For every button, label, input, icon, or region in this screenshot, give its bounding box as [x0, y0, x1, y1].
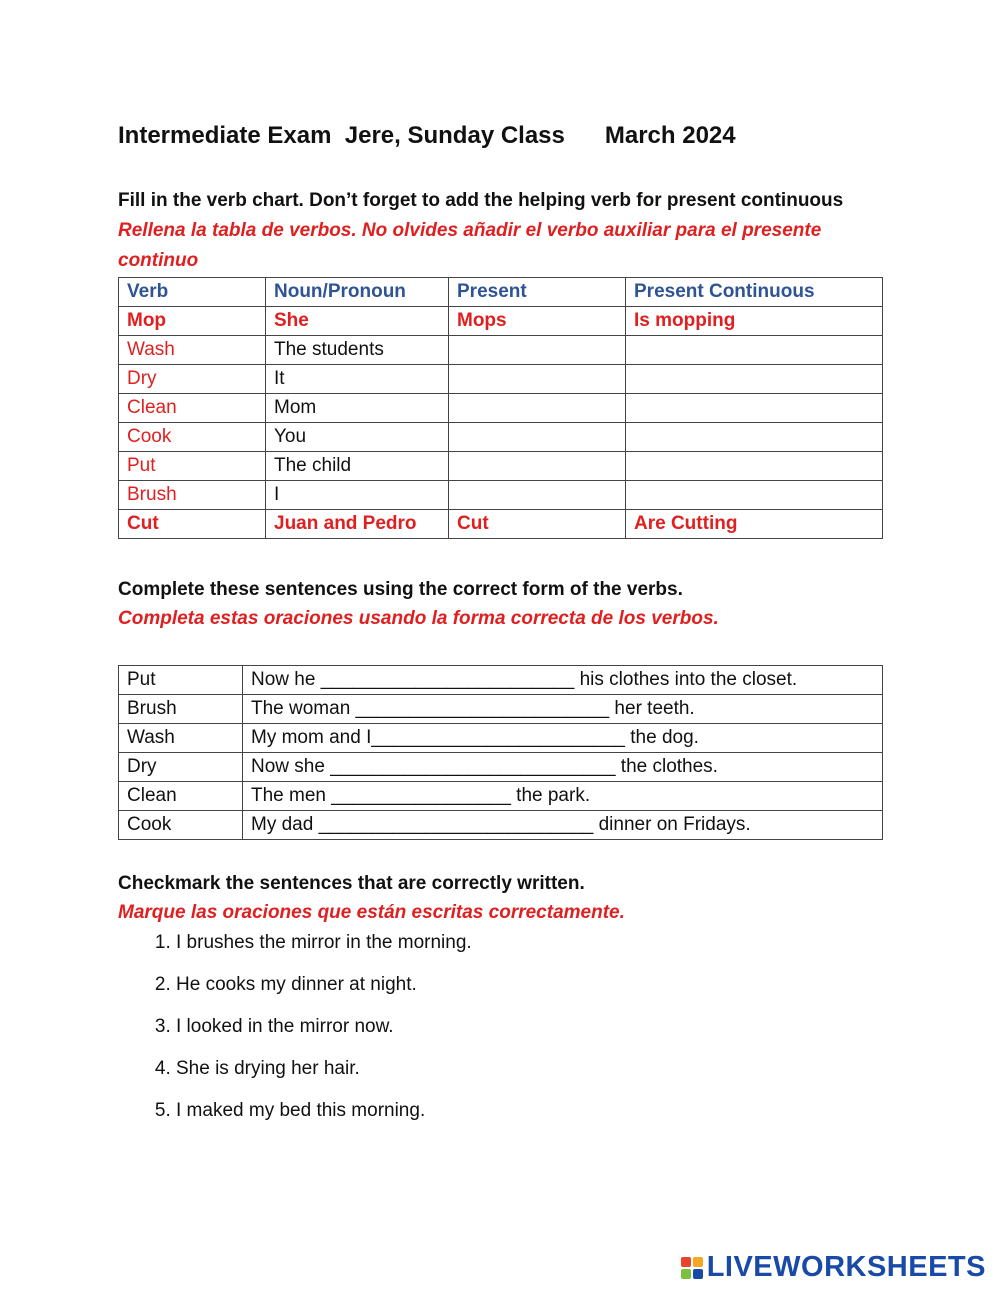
checkmark-item[interactable]: 3. I looked in the mirror now. [176, 1012, 472, 1054]
checkmark-item[interactable]: 1. I brushes the mirror in the morning. [176, 928, 472, 970]
verb-chart-row [119, 336, 883, 365]
section2-instruction-en: Complete these sentences using the correct form of the verbs. [118, 579, 683, 600]
present-cell: Mops [449, 307, 626, 336]
logo-square [681, 1269, 691, 1279]
sentence-row [119, 666, 883, 695]
verb-cell: Wash [119, 336, 266, 365]
logo-mark-icon [681, 1257, 703, 1279]
noun-cell: She [266, 307, 449, 336]
verb-chart-row [119, 481, 883, 510]
verb-chart-row [119, 307, 883, 336]
continuous-answer-field[interactable] [626, 394, 883, 423]
sentence-verb-cell: Clean [119, 782, 243, 811]
checkmark-item[interactable]: 2. He cooks my dinner at night. [176, 970, 472, 1012]
noun-cell: You [266, 423, 449, 452]
verb-chart-table [118, 277, 883, 539]
sentence-row [119, 724, 883, 753]
continuous-cell: Are Cutting [626, 510, 883, 539]
sentence-verb-cell: Dry [119, 753, 243, 782]
logo-square [681, 1257, 691, 1267]
present-answer-field[interactable] [449, 423, 626, 452]
section3-instruction-es: Marque las oraciones que están escritas correctamente. [118, 902, 625, 923]
noun-cell: The child [266, 452, 449, 481]
verb-chart-row [119, 394, 883, 423]
continuous-answer-field[interactable] [626, 452, 883, 481]
verb-chart-header-row [119, 278, 883, 307]
continuous-answer-field[interactable] [626, 365, 883, 394]
verb-cell: Dry [119, 365, 266, 394]
verb-chart-row [119, 510, 883, 539]
header-verb: Verb [119, 278, 266, 307]
verb-chart-row [119, 365, 883, 394]
sentence-cell[interactable]: My mom and I________________________ the dog. [243, 724, 883, 753]
verb-cell: Mop [119, 307, 266, 336]
noun-cell: Mom [266, 394, 449, 423]
logo-square [693, 1269, 703, 1279]
present-cell: Cut [449, 510, 626, 539]
verb-chart-row [119, 452, 883, 481]
section1-instruction-es: Rellena la tabla de verbos. No olvides añadir el verbo auxiliar para el presente continuo [118, 220, 822, 271]
noun-cell: It [266, 365, 449, 394]
verb-cell: Put [119, 452, 266, 481]
liveworksheets-logo [681, 1251, 986, 1284]
sentence-cell[interactable]: The woman ________________________ her teeth. [243, 695, 883, 724]
logo-square [693, 1257, 703, 1267]
continuous-answer-field[interactable] [626, 336, 883, 365]
verb-cell: Brush [119, 481, 266, 510]
page-title: Intermediate Exam Jere, Sunday Class March 2024 [118, 122, 736, 149]
present-answer-field[interactable] [449, 452, 626, 481]
continuous-answer-field[interactable] [626, 481, 883, 510]
sentence-row [119, 782, 883, 811]
present-answer-field[interactable] [449, 336, 626, 365]
present-answer-field[interactable] [449, 394, 626, 423]
sentence-row [119, 811, 883, 840]
logo-text: LIVEWORKSHEETS [706, 1251, 986, 1283]
checkmark-list [148, 928, 472, 1138]
present-answer-field[interactable] [449, 365, 626, 394]
sentence-row [119, 695, 883, 724]
sentence-cell[interactable]: My dad __________________________ dinner on Fridays. [243, 811, 883, 840]
checkmark-item[interactable]: 5. I maked my bed this morning. [176, 1096, 472, 1138]
continuous-cell: Is mopping [626, 307, 883, 336]
header-present-continuous: Present Continuous [626, 278, 883, 307]
section2-instruction-es: Completa estas oraciones usando la forma correcta de los verbos. [118, 608, 719, 629]
noun-cell: I [266, 481, 449, 510]
verb-cell: Cut [119, 510, 266, 539]
noun-cell: The students [266, 336, 449, 365]
sentence-verb-cell: Cook [119, 811, 243, 840]
sentence-verb-cell: Wash [119, 724, 243, 753]
checkmark-item[interactable]: 4. She is drying her hair. [176, 1054, 472, 1096]
sentence-row [119, 753, 883, 782]
sentence-cell[interactable]: The men _________________ the park. [243, 782, 883, 811]
section3-instruction-en: Checkmark the sentences that are correctly written. [118, 873, 585, 894]
header-noun-pronoun: Noun/Pronoun [266, 278, 449, 307]
sentence-cell[interactable]: Now he ________________________ his clothes into the closet. [243, 666, 883, 695]
noun-cell: Juan and Pedro [266, 510, 449, 539]
present-answer-field[interactable] [449, 481, 626, 510]
verb-cell: Clean [119, 394, 266, 423]
verb-chart-row [119, 423, 883, 452]
sentence-table [118, 665, 883, 840]
sentence-verb-cell: Put [119, 666, 243, 695]
sentence-verb-cell: Brush [119, 695, 243, 724]
continuous-answer-field[interactable] [626, 423, 883, 452]
sentence-cell[interactable]: Now she ___________________________ the clothes. [243, 753, 883, 782]
header-present: Present [449, 278, 626, 307]
section1-instruction-en: Fill in the verb chart. Don’t forget to add the helping verb for present continuous [118, 190, 844, 211]
verb-cell: Cook [119, 423, 266, 452]
